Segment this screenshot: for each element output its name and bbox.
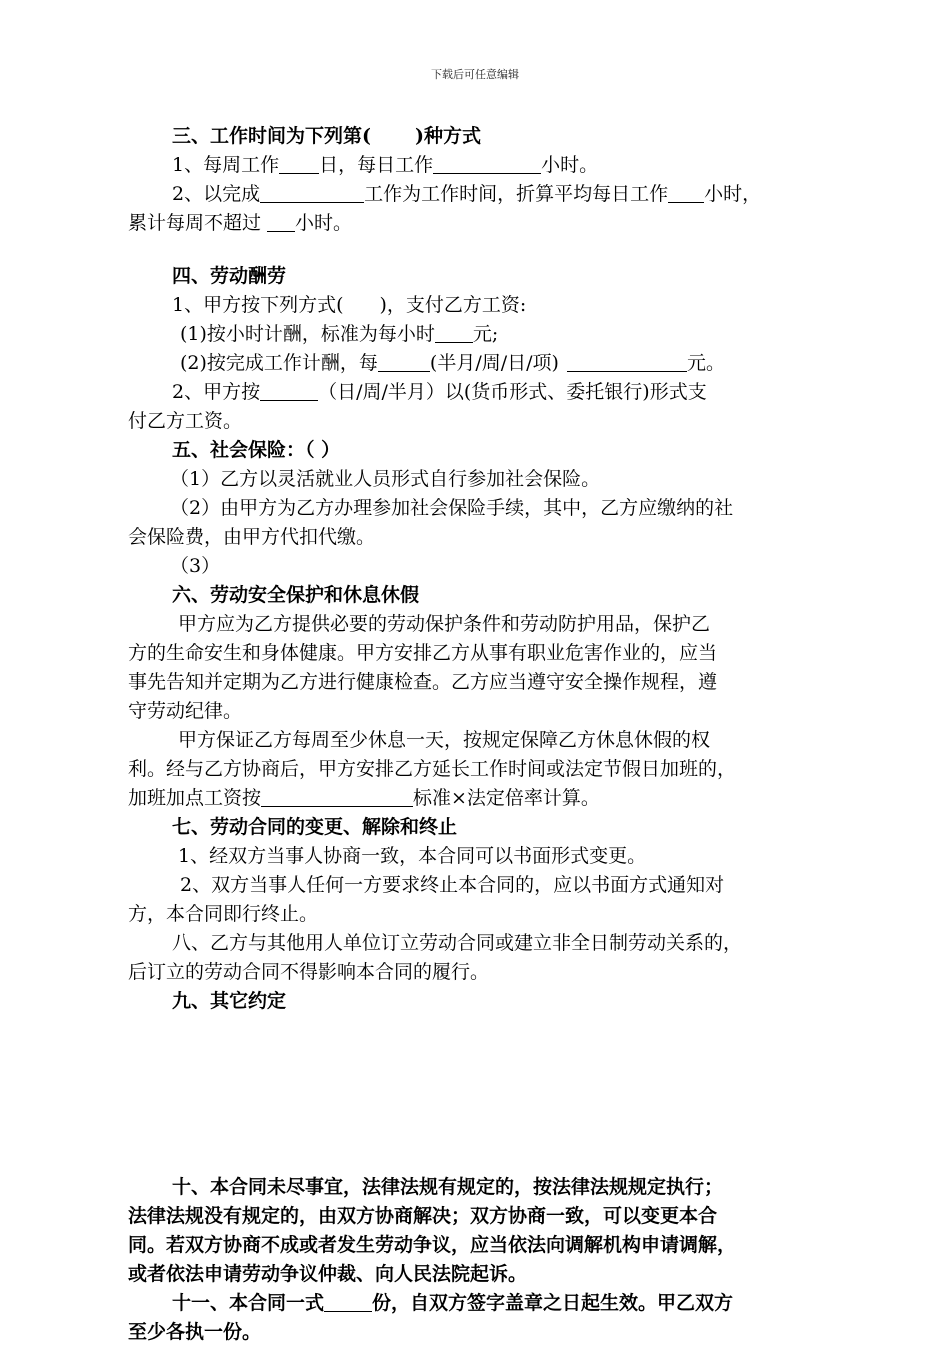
section-5-line-2: （2）由甲方为乙方办理参加社会保险手续，其中，乙方应缴纳的社 [170, 497, 734, 519]
section-6-line-6: 利。经与乙方协商后，甲方安排乙方延长工作时间或法定节假日加班的， [128, 758, 737, 780]
section-4-line-5: 付乙方工资。 [128, 410, 243, 432]
blank-piece-amount[interactable] [567, 351, 687, 372]
section-4-line-3: (2)按完成工作计酬，每 (半月/周/日/项) 元。 [180, 352, 725, 374]
section-10-line-3: 同。若双方协商不成或者发生劳动争议，应当依法向调解机构申请调解， [128, 1234, 737, 1256]
section-7-title: 七、劳动合同的变更、解除和终止 [172, 816, 458, 838]
section-5-line-1: （1）乙方以灵活就业人员形式自行参加社会保险。 [170, 468, 601, 490]
section-10-line-1: 十、本合同未尽事宜，法律法规有规定的，按法律法规规定执行； [172, 1176, 724, 1198]
section-6-line-4: 守劳动纪律。 [128, 700, 243, 722]
blank-days-per-week[interactable] [279, 153, 319, 174]
section-7-line-2: 2、双方当事人任何一方要求终止本合同的，应以书面方式通知对 [180, 874, 725, 896]
section-11-line-1: 十一、本合同一式 份，自双方签字盖章之日起生效。甲乙双方 [172, 1292, 734, 1314]
blank-task[interactable] [260, 182, 364, 203]
section-3-line-1: 1、每周工作 日，每日工作 小时。 [172, 154, 599, 176]
section-10-line-4: 或者依法申请劳动争议仲裁、向人民法院起诉。 [128, 1263, 528, 1285]
contract-body [128, 122, 836, 1347]
blank-weekly-hours[interactable] [267, 211, 295, 232]
section-7-line-3: 方，本合同即行终止。 [128, 903, 319, 925]
section-3-title: 三、工作时间为下列第( )种方式 [172, 125, 481, 147]
blank-per-unit[interactable] [378, 351, 430, 372]
blank-hours-per-day[interactable] [433, 153, 541, 174]
section-4-line-4: 2、甲方按 （日/周/半月）以(货币形式、委托银行)形式支 [172, 381, 707, 403]
page-header: 下载后可任意编辑 [431, 68, 519, 81]
blank-pay-period[interactable] [260, 380, 318, 401]
section-10 [128, 1173, 836, 1347]
blank-copies[interactable] [324, 1291, 372, 1312]
section-4-line-2: (1)按小时计酬，标准为每小时 元; [180, 323, 499, 345]
section-6-line-2: 方的生命安生和身体健康。甲方安排乙方从事有职业危害作业的，应当 [128, 642, 718, 664]
section-10-line-2: 法律法规没有规定的，由双方协商解决；双方协商一致，可以变更本合 [128, 1205, 718, 1227]
section-6-line-1: 甲方应为乙方提供必要的劳动保护条件和劳动防护用品，保护乙 [178, 613, 711, 635]
blank-overtime-standard[interactable] [261, 786, 413, 807]
section-5-title: 五、社会保险：（ ） [172, 439, 341, 461]
section-6-line-5: 甲方保证乙方每周至少休息一天，按规定保障乙方休息休假的权 [178, 729, 711, 751]
section-9-title: 九、其它约定 [172, 990, 287, 1012]
section-3-line-2: 2、以完成 工作为工作时间，折算平均每日工作 小时， [172, 183, 762, 205]
section-8-line-1: 八、乙方与其他用人单位订立劳动合同或建立非全日制劳动关系的， [172, 932, 743, 954]
section-6-title: 六、劳动安全保护和休息休假 [172, 584, 420, 606]
section-8-line-2: 后订立的劳动合同不得影响本合同的履行。 [128, 961, 490, 983]
blank-avg-hours[interactable] [668, 182, 704, 203]
section-6-line-7: 加班加点工资按 标准×法定倍率计算。 [128, 787, 600, 809]
section-5-line-3: 会保险费，由甲方代扣代缴。 [128, 526, 376, 548]
section-4-title: 四、劳动酬劳 [172, 265, 287, 287]
section-11-line-2: 至少各执一份。 [128, 1321, 262, 1343]
other-terms-space[interactable] [128, 1016, 836, 1173]
section-7-line-1: 1、经双方当事人协商一致，本合同可以书面形式变更。 [178, 845, 647, 867]
section-6-line-3: 事先告知并定期为乙方进行健康检查。乙方应当遵守安全操作规程，遵 [128, 671, 718, 693]
section-3-line-3: 累计每周不超过 小时。 [128, 212, 353, 234]
section-5-line-4: （3） [170, 555, 221, 577]
section-4-line-1: 1、甲方按下列方式( )，支付乙方工资: [172, 294, 527, 316]
blank-hourly-rate[interactable] [435, 322, 473, 343]
